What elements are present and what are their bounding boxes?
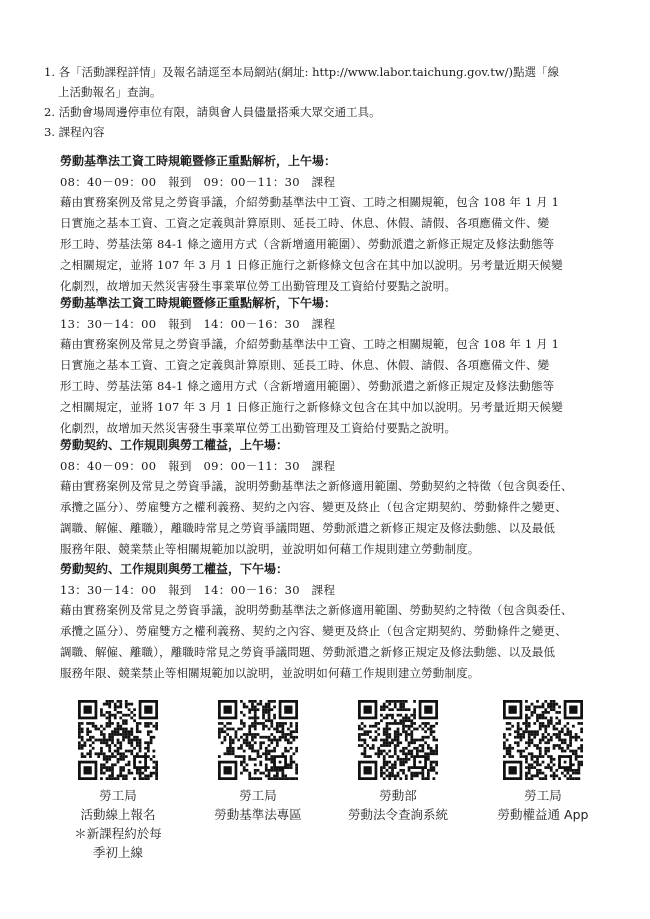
qr-code-icon[interactable] bbox=[358, 700, 438, 780]
qr-caption bbox=[183, 786, 333, 824]
course-desc-line: 服務年限、競業禁止等相關規範加以說明，並說明如何藉工作規則建立勞動制度。 bbox=[60, 542, 480, 556]
course-desc-line: 之相關規定，並將 107 年 3 月 1 日修正施行之新修條文包含在其中加以說明。另考量近期天候變 bbox=[60, 400, 563, 414]
note-item-1 bbox=[44, 62, 604, 102]
course-desc-line: 日實施之基本工資、工資之定義與計算原則、延長工時、休息、休假、請假、各項應備文件、變 bbox=[60, 216, 550, 230]
qr-labor-standards bbox=[183, 700, 333, 824]
course-time: 13：30－14：00 報到 14：00－16：30 課程 bbox=[60, 317, 336, 331]
notes-list bbox=[44, 62, 604, 142]
note-item-3 bbox=[44, 122, 604, 142]
course-title: 勞動契約、工作規則與勞工權益，上午場： bbox=[60, 438, 289, 452]
qr-caption-line: 勞工局 bbox=[524, 788, 562, 803]
qr-labor-law-query bbox=[323, 700, 473, 824]
qr-caption-line: 活動線上報名 bbox=[80, 807, 156, 822]
course-time: 08：40－09：00 報到 09：00－11：30 課程 bbox=[60, 175, 336, 189]
course-section-1 bbox=[60, 150, 615, 297]
note-line: 2. 活動會場周邊停車位有限，請與會人員儘量搭乘大眾交通工具。 bbox=[44, 105, 381, 119]
qr-caption-line: 勞工局 bbox=[99, 788, 137, 803]
course-desc-line: 之相關規定，並將 107 年 3 月 1 日修正施行之新修條文包含在其中加以說明。另考量近期天候變 bbox=[60, 258, 563, 272]
qr-caption-line: 勞動部 bbox=[379, 788, 417, 803]
qr-code-icon[interactable] bbox=[218, 700, 298, 780]
qr-caption bbox=[468, 786, 618, 824]
qr-caption-line: 勞動權益通 App bbox=[497, 807, 589, 822]
course-title: 勞動契約、工作規則與勞工權益，下午場： bbox=[60, 562, 289, 576]
course-desc-line: 調職、解僱、離職），離職時常見之勞資爭議問題、勞動派遣之新修正規定及修法動態、以及最低 bbox=[60, 645, 556, 659]
course-desc-line: 藉由實務案例及常見之勞資爭議，介紹勞動基準法中工資、工時之相關規範，包含 108 年 1 月 1 bbox=[60, 195, 560, 209]
course-desc-line: 形工時、勞基法第 84-1 條之適用方式（含新增適用範圍）、勞動派遣之新修正規定及修法動態等 bbox=[60, 379, 555, 393]
qr-code-icon[interactable] bbox=[503, 700, 583, 780]
course-desc-line: 服務年限、競業禁止等相關規範加以說明，並說明如何藉工作規則建立勞動制度。 bbox=[60, 666, 480, 680]
note-line: 1. 各「活動課程詳情」及報名請逕至本局網站(網址: http://www.labor.taichung.gov.tw/)點選「線 bbox=[44, 65, 560, 79]
qr-caption bbox=[43, 786, 193, 862]
course-desc-line: 藉由實務案例及常見之勞資爭議，說明勞動基準法之新修適用範圍、勞動契約之特徵（包含與委任、 bbox=[60, 479, 573, 493]
course-title: 勞動基準法工資工時規範暨修正重點解析，下午場： bbox=[60, 296, 337, 310]
qr-caption bbox=[323, 786, 473, 824]
course-desc-line: 藉由實務案例及常見之勞資爭議，說明勞動基準法之新修適用範圍、勞動契約之特徵（包含與委任、 bbox=[60, 603, 573, 617]
course-time: 13：30－14：00 報到 14：00－16：30 課程 bbox=[60, 583, 336, 597]
qr-code-icon[interactable] bbox=[78, 700, 158, 780]
course-desc-line: 形工時、勞基法第 84-1 條之適用方式（含新增適用範圍）、勞動派遣之新修正規定及修法動態等 bbox=[60, 237, 555, 251]
note-item-2 bbox=[44, 102, 604, 122]
qr-labor-rights-app bbox=[468, 700, 618, 824]
course-title: 勞動基準法工資工時規範暨修正重點解析，上午場： bbox=[60, 154, 337, 168]
course-section-2 bbox=[60, 292, 615, 439]
course-desc-line: 承攬之區分）、勞雇雙方之權利義務、契約之內容、變更及終止（包含定期契約、勞動條件之變更、 bbox=[60, 500, 567, 514]
course-section-3 bbox=[60, 434, 615, 560]
course-section-4 bbox=[60, 558, 615, 684]
note-line: 3. 課程內容 bbox=[44, 125, 105, 139]
qr-caption-line: 季初上線 bbox=[92, 845, 143, 860]
qr-activity-signup bbox=[43, 700, 193, 862]
course-desc-line: 化劇烈，故增加天然災害發生事業單位勞工出勤管理及工資給付要點之說明。 bbox=[60, 279, 457, 293]
course-desc-line: 承攬之區分）、勞雇雙方之權利義務、契約之內容、變更及終止（包含定期契約、勞動條件之變更、 bbox=[60, 624, 567, 638]
note-line: 上活動報名」查詢。 bbox=[58, 85, 162, 99]
qr-code-row bbox=[0, 700, 650, 910]
qr-caption-line: 勞工局 bbox=[239, 788, 277, 803]
course-desc-line: 化劇烈，故增加天然災害發生事業單位勞工出勤管理及工資給付要點之說明。 bbox=[60, 421, 457, 435]
course-time: 08：40－09：00 報到 09：00－11：30 課程 bbox=[60, 459, 336, 473]
qr-caption-line: 勞動法令查詢系統 bbox=[347, 807, 448, 822]
course-desc-line: 日實施之基本工資、工資之定義與計算原則、延長工時、休息、休假、請假、各項應備文件、變 bbox=[60, 358, 550, 372]
course-desc-line: 調職、解僱、離職），離職時常見之勞資爭議問題、勞動派遣之新修正規定及修法動態、以及最低 bbox=[60, 521, 556, 535]
course-desc-line: 藉由實務案例及常見之勞資爭議，介紹勞動基準法中工資、工時之相關規範，包含 108 年 1 月 1 bbox=[60, 337, 560, 351]
qr-caption-line: ＊新課程約於每 bbox=[74, 826, 162, 841]
qr-caption-line: 勞動基準法專區 bbox=[214, 807, 302, 822]
